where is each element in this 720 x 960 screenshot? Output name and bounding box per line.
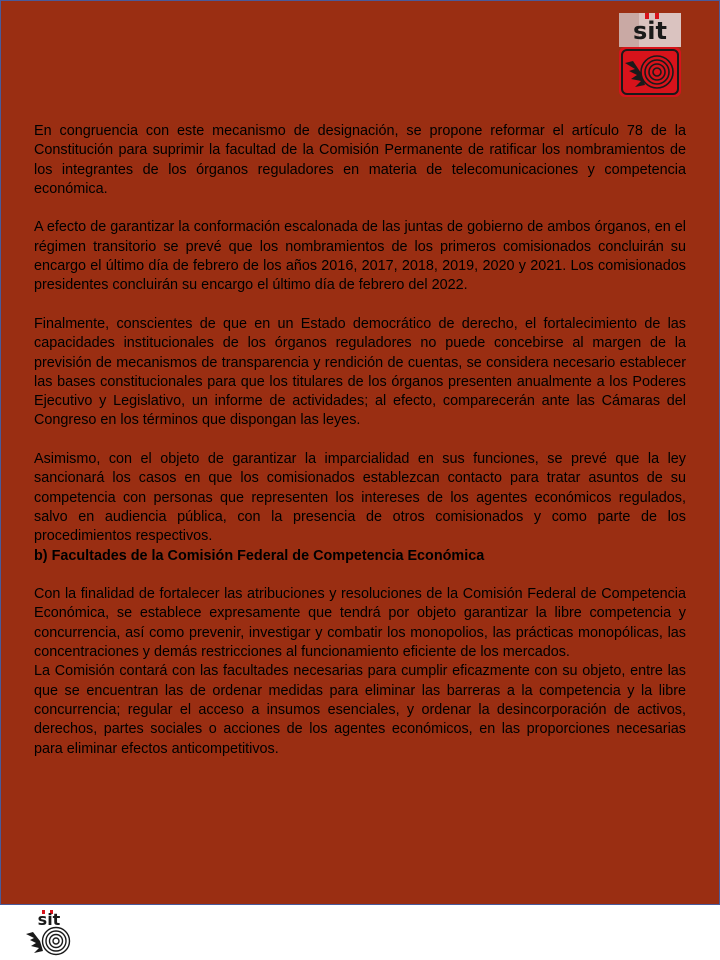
sit-logo	[619, 13, 681, 97]
paragraph-staggered-terms: A efecto de garantizar la conformación escalonada de las juntas de gobierno de ambos órganos, en el régimen transitorio se prevé que los nombramientos de los primeros comisionados concluirán su encargo el último día de febrero de los años 2016, 2017, 2018, 2019, 2020 y 2021. Los comisionados presidentes concluirán su encargo el último día de febrero del 2022.	[34, 219, 686, 294]
sit-logo-footer	[22, 908, 76, 956]
paragraph-commission-purpose: Con la finalidad de fortalecer las atribuciones y resoluciones de la Comisión Federal de Competencia Económica, se establece expresamente que tendrá por objeto garantizar la libre competencia y concurrencia, así como prevenir, investigar y combatir los monopolios, las prácticas monopólicas, las concentraciones y demás restricciones al funcionamiento eficiente de los mercados.	[34, 586, 686, 661]
paragraph-commission-powers: La Comisión contará con las facultades necesarias para cumplir eficazmente con su objeto, entre las que se encuentran las de ordenar medidas para eliminar las barreras a la competencia y la libre concurrencia; regular el acceso a insumos esenciales, y ordenar la desincorporación de activos, derechos, partes sociales o acciones de los agentes económicos, en las proporciones necesarias para eliminar efectos anticompetitivos.	[34, 663, 686, 757]
section-heading: b) Facultades de la Comisión Federal de Competencia Económica	[34, 547, 485, 564]
paragraph-impartiality: Asimismo, con el objeto de garantizar la imparcialidad en sus funciones, se prevé que la ley sancionará los casos en que los comisionados establezcan contacto para tratar asuntos de su competencia con personas que representen los intereses de los agentes económicos regulados, salvo en audiencia pública, con la presencia de otros comisionados y como parte de los procedimientos respectivos.	[34, 451, 686, 545]
sit-logo-wordmark: sit	[633, 17, 667, 45]
paragraph-designation: En congruencia con este mecanismo de designación, se propone reformar el artículo 78 de la Constitución para suprimir la facultad de la Comisión Permanente de ratificar los nombramientos de los integrantes de los órganos reguladores en materia de telecomunicaciones y competencia económica.	[34, 123, 686, 197]
paragraph-transparency: Finalmente, conscientes de que en un Estado democrático de derecho, el fortalecimiento de las capacidades institucionales de los órganos reguladores no puede concebirse al margen de la previsión de mecanismos de transparencia y rendición de cuentas, se considera necesario establecer las bases constitucionales para que los titulares de los órganos presenten anualmente a los Poderes Ejecutivo y Legislativo, un informe de actividades; al efecto, comparecerán ante las Cámaras del Congreso en los términos que dispongan las leyes.	[34, 315, 686, 429]
sit-logo-footer-wordmark: sit	[37, 910, 61, 929]
document-body	[34, 122, 686, 759]
